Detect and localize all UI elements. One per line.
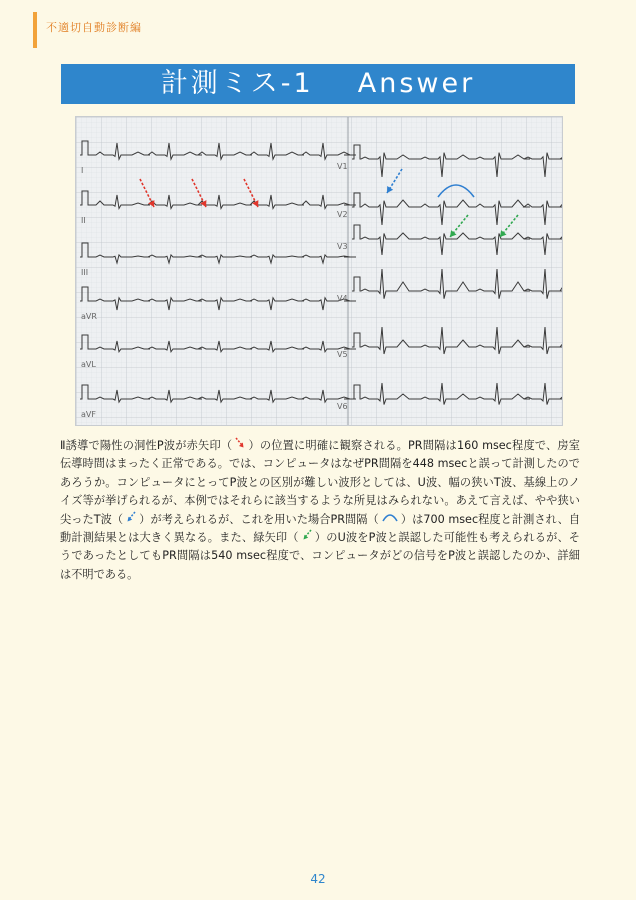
green-arrow-icon: [299, 529, 315, 547]
blue-arc-icon: [379, 511, 401, 529]
text-segment: ）は700 msec程度と計測され、自動計測結果とは大きく異なる。また、緑矢印（: [60, 512, 581, 545]
ecg-grid: [76, 117, 562, 425]
title-sub: Answer: [357, 68, 476, 99]
title-main: 計測ミス-1: [160, 68, 314, 99]
explanation-paragraph: [60, 437, 580, 584]
lead-label: V6: [337, 402, 348, 411]
lead-label: V5: [337, 350, 348, 359]
lead-label: aVF: [81, 410, 96, 419]
section-accent-bar: [33, 12, 37, 48]
text-segment: ）のU波をP波と誤認した可能性も考えられるが、そうであったとしてもPR間隔は540 msec程度で、コンピュータがどの信号をP波と誤認したのか、詳細は不明である。: [60, 531, 580, 581]
ecg-figure: [75, 116, 563, 426]
lead-label: III: [81, 268, 89, 277]
body-text: [60, 437, 580, 584]
ecg-chart: [76, 117, 562, 425]
page-title: [61, 64, 575, 104]
red-arrow-icon: [232, 437, 248, 455]
lead-label: aVR: [81, 312, 97, 321]
text-segment: Ⅱ誘導で陽性の洞性P波が赤矢印（: [60, 439, 233, 452]
lead-label: II: [81, 216, 86, 225]
section-label: 不適切自動診断編: [46, 21, 142, 34]
lead-label: V3: [337, 242, 348, 251]
page-number: 42: [310, 872, 326, 886]
lead-label: I: [81, 166, 84, 175]
lead-label: V4: [337, 294, 348, 303]
text-segment: ）の位置に明確に観察される。PR間隔は160 msec程度で、房室伝導時間はまったく正常である。では、コンピュータはなぜPR間隔を448 msecと誤って計測したのであろうか。コンピュータにとってP波との区別が難しい波形としては、U波、幅の狭いT波、基線上のノイズ等が挙げられるが、本例ではそれらに該当するような所見はみられない。あえて言えば、やや狭い尖ったT波（: [60, 439, 580, 526]
lead-label: V2: [337, 210, 348, 219]
lead-label: aVL: [81, 360, 96, 369]
lead-label: V1: [337, 162, 348, 171]
blue-arrow-icon: [123, 511, 139, 529]
text-segment: ）が考えられるが、これを用いた場合PR間隔（: [139, 512, 379, 526]
